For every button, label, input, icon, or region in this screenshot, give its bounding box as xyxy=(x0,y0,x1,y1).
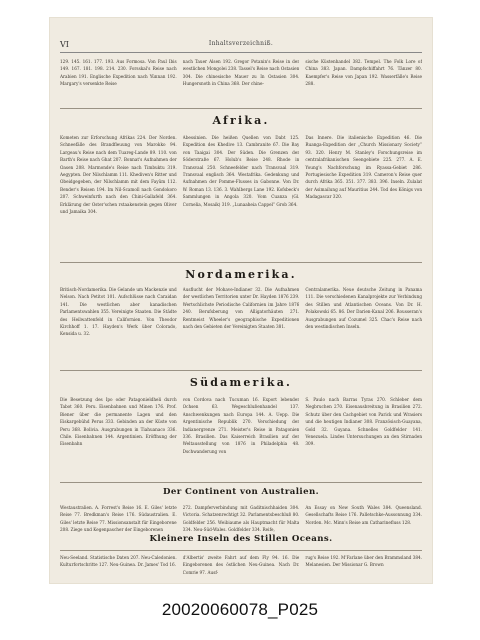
section-title-afrika: Afrika. xyxy=(212,114,270,127)
text-column: Neu-Seeland. Statistische Daten 207. Neu-Caledonien. Kulturfortschritte 127. Neu-Guinea. Dr. James' Tod 16. xyxy=(60,555,177,568)
text-column: nach Tauer Alsen 192. Gregor Potanin's Reise in der westlichen Mongolei 238. Tassel's Reise nach Ostasien 304. Die chinesische Mauer zu In Ostasien 304. Hungersnoth in China 368. Der chine- xyxy=(182,59,300,87)
section-rule xyxy=(60,370,422,371)
text-column: Britisch-Nordamerika. Die Gelande um Mackenzie und Nelson. Nach Petitot 101. Aufschlüsse nach Caraidan 141. Die westlichen aber kanadischen Parlamentswahlen 355. Vereinigte Staaten. Die Städte des Heilwattenfeld in Californien. Von Theodor Kirchhoff 1. 17. Hayden's Werk über Colorado, Kensida u. 32. xyxy=(60,287,177,337)
text-column: An Essay on New South Wales 384. Queensland. Gesellschafts Reise 176. Palletschke-Aussonnung 334. Norden. Mc. Minn's Reise am Catharinefluss 128. xyxy=(305,505,423,525)
asia-continuation xyxy=(60,58,422,102)
section-title-kleinere-inseln: Kleinere Inseln des Stillen Oceans. xyxy=(149,534,333,544)
section-rule xyxy=(60,550,422,551)
section-rule xyxy=(60,482,422,483)
header-rule xyxy=(60,52,422,53)
text-column: Centralamerika. Neue deutsche Zeitung in Panama 111. Die verschiedenen Kanalprojekte zur Verbindung des Stillen und Atlantischen Oceans. Von Dr. H. Polakowski 65. 86. Der Darien-Kanal 206. Rousseran's Ausgrabungen auf Cozumel 325. Chac's Reise nach den westindischen Inseln. xyxy=(305,287,423,330)
text-column: sische Küstenhandel 382. Tempel. The Folk Lore of China 383. Japan. Dampfschiffahrt 76. Tänzer 80. Kaempfer's Reise von Japan 192. Wasserfälle's Reise 288. xyxy=(305,59,423,87)
text-column: Abessinien. Die heißen Quellen von Dabt 125. Expedition des Khedive 13. Cambranite 67. Die Bay von Taaigai 304. Der Süden. Die Grenzen der Söderstraße 67. Holub's Reise 248. Rhode in Transvaal 250. Schneefelder nach Transvaal 319. Transvaal englisch 364. Westafrika. Gedenkung und Aufnahmen der Pomme-Flusses in Gabonne. Von Dr. W. Roman 13. 136. 3. Wahlbergs Lane 192. Kofsbeck's Sammlungen in Angola 320. Vom Cuanza (Gl. Cornelia, Mosaik) 319. „Lunaaheia Cappel“ Grob 364. xyxy=(182,135,300,207)
text-column: 129. 145. 161. 177. 193. Aus Formosa. Von Paul Ibis 149. 167. 181. 198. 214. 230. Forsskal's Reise nach Arabien 191. Englische Expedition nach Yünnan 192. Margary's versenkte Reise xyxy=(60,59,177,87)
text-column: rug's Reise 192. M'Farlane über den Brammsland 384. Melanesien. Der Missionar G. Brown xyxy=(305,555,423,568)
section-title-australien: Der Continent von Australien. xyxy=(162,487,320,497)
image-caption: 20020060078_P025 xyxy=(161,600,319,619)
document-page xyxy=(50,18,432,583)
kleinere-inseln-columns xyxy=(60,554,422,580)
text-column: Westaustralien. A. Forrest's Reise 16. E. Giles' letzte Reise 77. Bredkman's Reise 176. Südaustralien. E. Giles' letzte Reise 77. Missionsanstalt für Eingeborene 208. Ziege und Kegenpascher der Eingeborenen xyxy=(60,505,177,533)
text-column: d'Albertis' zweite Fahrt auf dem Fly 94. 16. Die Eingeborenen des östlichen Neu-Guinea. Nach Dr. Comrie 97. Ausf- xyxy=(182,555,300,575)
nordamerika-columns xyxy=(60,286,422,368)
suedamerika-columns xyxy=(60,396,422,480)
running-title: Inhaltsverzeichniß. xyxy=(208,40,274,47)
afrika-columns xyxy=(60,134,422,258)
section-rule xyxy=(60,108,422,109)
page-number: VI xyxy=(60,40,69,49)
text-column: 272. Dampferverbindung mit Gaditnischhaiden 304. Victoria. Schatzenrechtigt 32. Parlamentsbeschluß 80. Goldfelder 256. Weibiaume als Hauptmacht für Malta 334. Neu-Süd-Wales. Goldfelder 334. Reife, xyxy=(182,505,300,533)
text-column: Das Innere. Die italienische Expedition 46. Die Ruanga-Expedition der „Church Missionary Society“ 93. 320. Henry M. Stanley's Forschungsreise im centralafrikanischen Seengebiete 225. 277. A. E. Young's Nachforschung im Ryassa-Gebiet 286. Portugiesische Expedition 319. Cameron's Reise quer durch Afrika 365. 351. 377. 383. 396. Inseln. Zulalat der Asimailung auf Mauritius 244. Tod des Königs von Madagascar 320. xyxy=(305,135,423,200)
text-column: Die Besetzung des Ipo oder Patagonieldheli durch Tabot 360. Peru. Eisenbahnen und Minen 176. Prof. Biener über die permanente Lagen und den Eiskargebühd Perus 333. Gebinden an der Küste von Peru 368. Bolivia. Ausgrabungen in Tiahuanaco 336. Chile. Eisenbahnen 144. Argentinien. Eröffnung der Eisenbahn xyxy=(60,397,177,447)
section-title-suedamerika: Südamerika. xyxy=(189,376,293,389)
text-column: S. Paulo nach Barras Tyras 270. Schleber dem Negbruchen 270. Eisenausbreitung in Brasilien 272. Schutz über den Cachgebiet von Parick und Wrasiers und die heutigen Indianer 308. Französisch-Guayana, Gold 32. Guyana. Schnelles Goldfelder 141. Venezuela. Lindes Untersuchungen an den Stirnaden 309. xyxy=(305,397,423,447)
text-column: von Cordova nach Tucuman 16. Export lebender Ochsen 63. Wegeschlußenhandel 137. Anschwenkungen nach Europa 144. A. Uepp. Die Argentinische Republik 270. Verschiedung der Indianergrenze 271. Meister's Reise in Patagonien 336. Brasilien. Das Kaiserreich Brasilien auf der Weltausstellung von 1876 in Philadelphia 48. Dschwanderung von xyxy=(182,397,300,454)
text-column: Ausflucht der Mohave-Indianer 32. Die Aufnahmen der westlichen Territorien unter Dr. Hayden 1876 239. Wertschlichste Periodische Californien im Jahre 1876 240. Berufsberung von Alligatorhäuten 271. Rentmeist Wheeler's geographische Expeditionen nach den Gebieten der Vereinigten Staaten 381. xyxy=(182,287,300,330)
page-header xyxy=(60,40,422,50)
section-title-nordamerika: Nordamerika. xyxy=(185,268,297,281)
section-rule xyxy=(60,262,422,263)
text-column: Kometen zur Erforschung Afrikas 224. Der Norden. Schneefälle des Brandfleuung von Marokko 94. Largeau's Reise nach dem Tuareg-Lande 89. 110. von Barth's Reise nach Ghat 207. Bonnat's Aufnahmen der Oasen 208. Marmonde's Reise nach Timbuktu 319. Aegypten. Der Nilschlamm 111. Khediven's Ritter und Obeidgegeben, der Nilschlamm mit dem Fayûm 112. Bender's Reisen 194. Im Nil-Scamoll nach Gondokoro 207. Schweinfurth nach den Chini-Gallafeld 364. Erklärung der Oster'schen rstaakenstein gegen Oliver und Jamaika 304. xyxy=(60,135,177,215)
